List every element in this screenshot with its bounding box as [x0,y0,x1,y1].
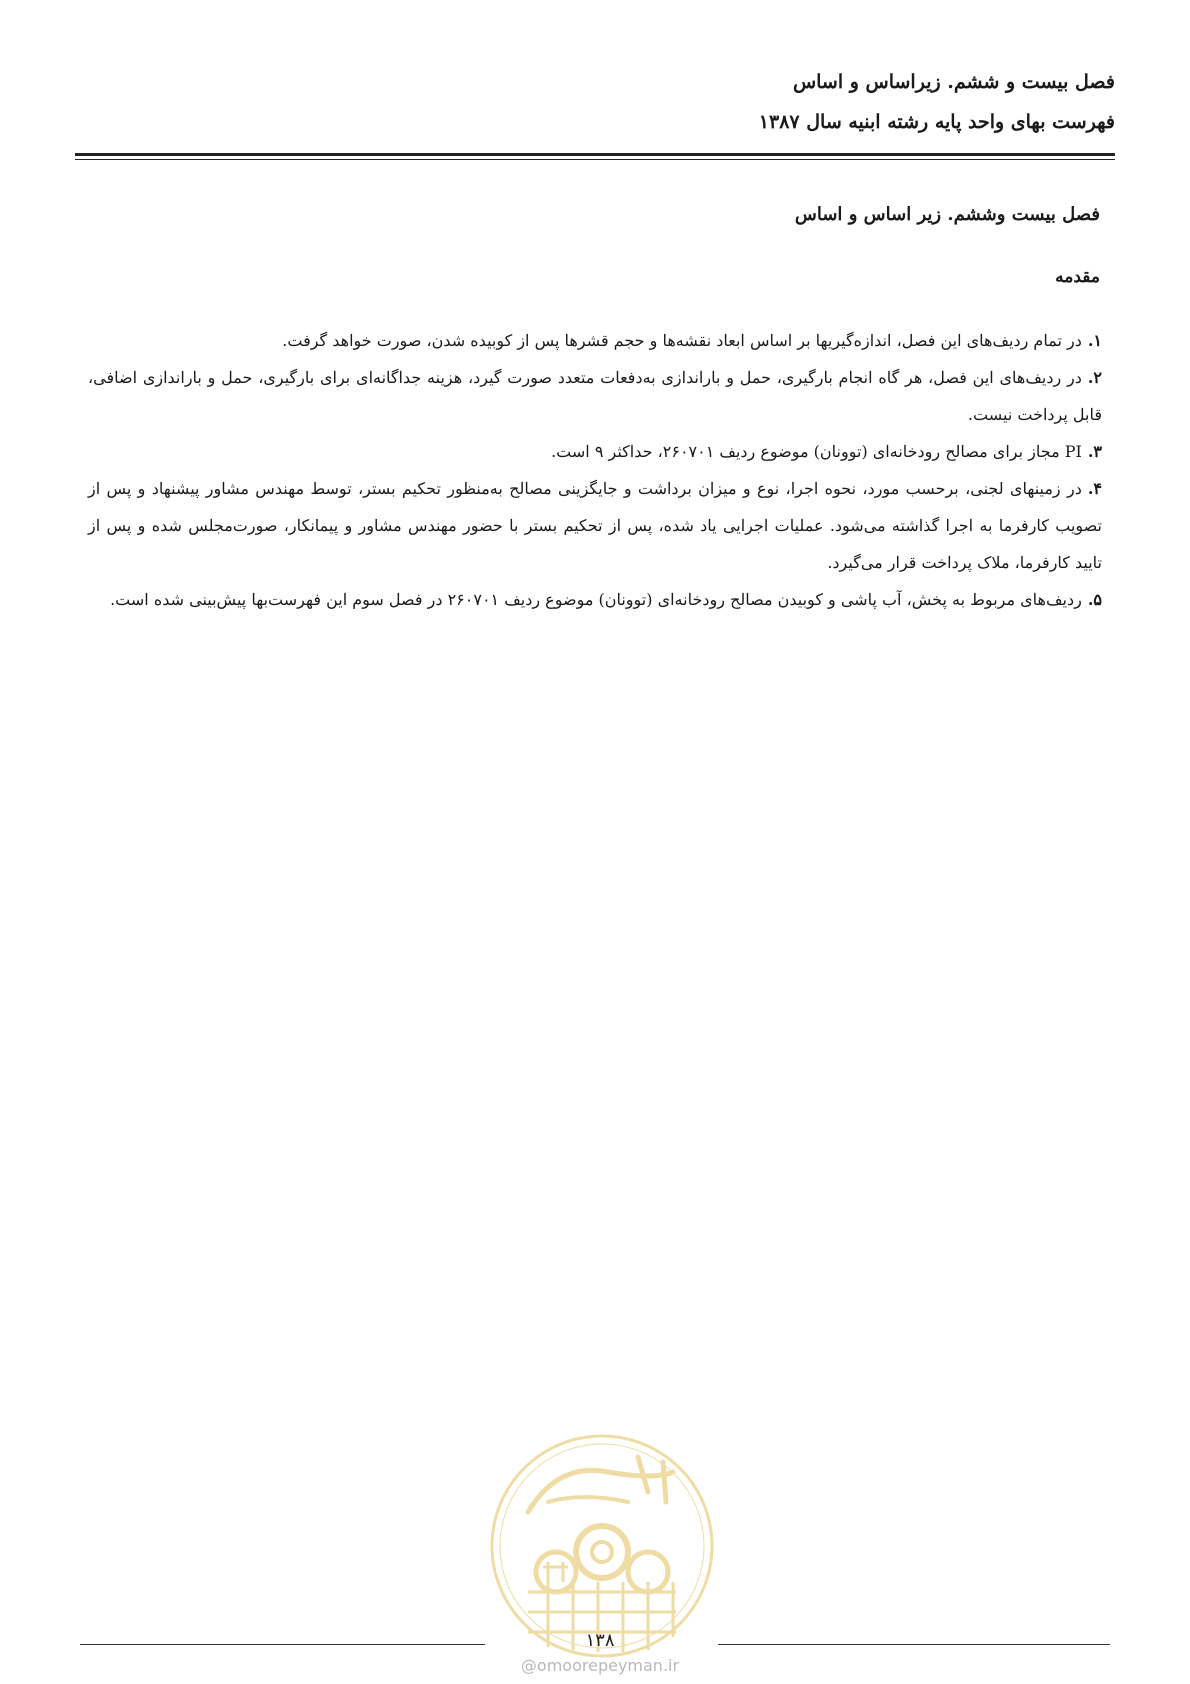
list-item [88,581,1102,618]
main-content [88,200,1102,618]
list-item [88,433,1102,470]
intro-heading: مقدمه [1055,267,1100,287]
list-item [88,470,1102,581]
catalog-header: فهرست بهای واحد پایه رشته ابنیه سال ۱۳۸۷ [758,111,1115,133]
page-header [75,62,1115,142]
list-item [88,322,1102,359]
footer-divider-right [718,1644,1110,1645]
section-title: فصل بیست وششم. زیر اساس و اساس [794,204,1100,225]
header-divider-thick [75,153,1115,156]
omoorepeyman-logo-icon [488,1432,716,1660]
chapter-header: فصل بیست و ششم. زیراساس و اساس [792,71,1115,93]
item-number: ۱. [1087,331,1102,350]
list-item [88,359,1102,433]
item-number: ۵. [1087,590,1102,609]
page-number: ۱۳۸ [585,1630,615,1651]
item-number: ۲. [1087,368,1102,387]
item-number: ۳. [1087,442,1102,461]
item-text: ردیف‌های مربوط به پخش، آب پاشی و کوبیدن مصالح رودخانه‌ای (توونان) موضوع ردیف ۲۶۰۷۰۱ در فصل سوم این فهرست‌بها پیش‌بینی شده است. [110,590,1082,609]
item-text: در تمام ردیف‌های این فصل، اندازه‌گیریها بر اساس ابعاد نقشه‌ها و حجم قشرها پس از کوبیده شدن، صورت خواهد گرفت. [282,331,1082,350]
item-number: ۴. [1087,479,1102,498]
item-text: در زمینهای لجنی، برحسب مورد، نحوه اجرا، نوع و میزان برداشت و جایگزینی مصالح به‌منظور تحکیم بستر، توسط مهندس مشاور پیشنهاد و پس از تصویب کارفرما به اجرا گذاشته می‌شود. عملیات اجرایی یاد شده، پس از تحکیم بستر با حضور مهندس مشاور و پیمانکار، صورت‌مجلس شده و پس از تایید کارفرما، ملاک پرداخت قرار می‌گیرد. [88,479,1102,572]
header-divider-thin [75,159,1115,160]
footer-divider-left [80,1644,485,1645]
item-text: PI مجاز برای مصالح رودخانه‌ای (توونان) موضوع ردیف ۲۶۰۷۰۱، حداکثر ۹ است. [551,442,1082,461]
item-text: در ردیف‌های این فصل، هر گاه انجام بارگیری، حمل و باراندازی به‌دفعات متعدد صورت گیرد، هزینه جداگانه‌ای برای بارگیری، حمل و باراندازی اضافی، قابل پرداخت نیست. [88,368,1102,424]
site-watermark: @omoorepeyman.ir [520,1656,680,1675]
clauses-list [88,322,1102,618]
